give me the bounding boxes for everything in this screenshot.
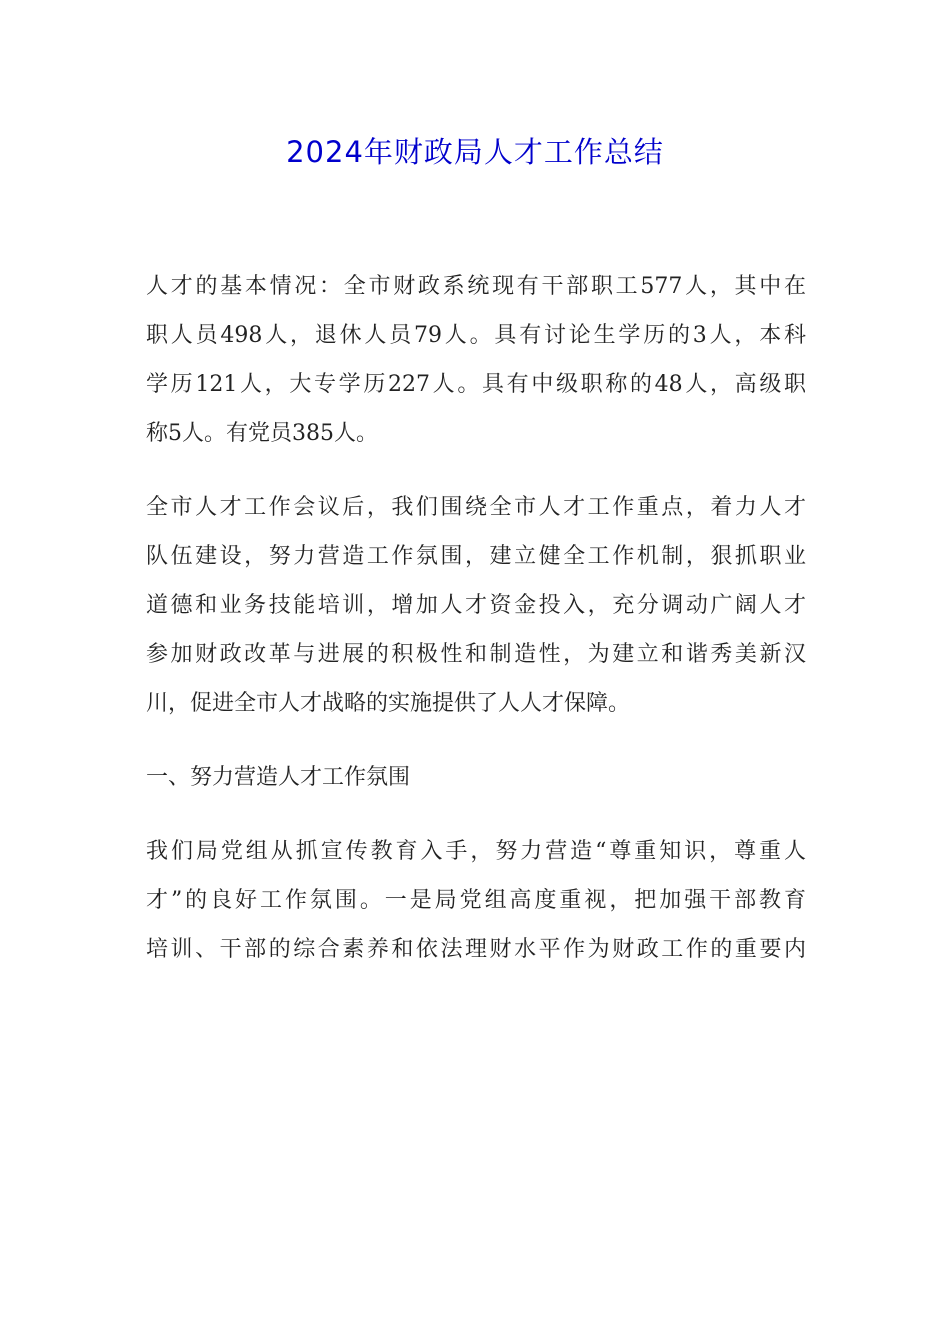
section-heading (146, 753, 806, 802)
text-line: 人才的基本情况：全市财政系统现有干部职工577人，其中在 (146, 274, 806, 299)
text-line: 职人员498人，退休人员79人。具有讨论生学历的3人，本科 (146, 323, 806, 348)
text-line: 参加财政改革与进展的积极性和制造性，为建立和谐秀美新汉 (146, 642, 806, 667)
text-line: 全市人才工作会议后，我们围绕全市人才工作重点，着力人才 (146, 495, 806, 520)
text-line: 道德和业务技能培训，增加人才资金投入，充分调动广阔人才 (146, 593, 806, 618)
document-title: 2024年财政局人才工作总结 (286, 135, 664, 169)
text-line: 培训、干部的综合素养和依法理财水平作为财政工作的重要内 (146, 937, 806, 962)
text-line: 才”的良好工作氛围。一是局党组高度重视，把加强干部教育 (146, 888, 806, 913)
paragraph-basic-info (146, 262, 806, 458)
text-line: 队伍建设，努力营造工作氛围，建立健全工作机制，狠抓职业 (146, 544, 806, 569)
text-line: 学历121人，大专学历227人。具有中级职称的48人，高级职 (146, 372, 806, 397)
text-line: 一、努力营造人才工作氛围 (146, 765, 411, 790)
paragraph-section-one (146, 827, 806, 974)
document-body (146, 262, 806, 974)
text-line: 我们局党组从抓宣传教育入手，努力营造“尊重知识，尊重人 (146, 839, 806, 864)
text-line: 称5人。有党员385人。 (146, 421, 378, 446)
text-line: 川，促进全市人才战略的实施提供了人人才保障。 (146, 691, 631, 716)
paragraph-overview (146, 483, 806, 728)
